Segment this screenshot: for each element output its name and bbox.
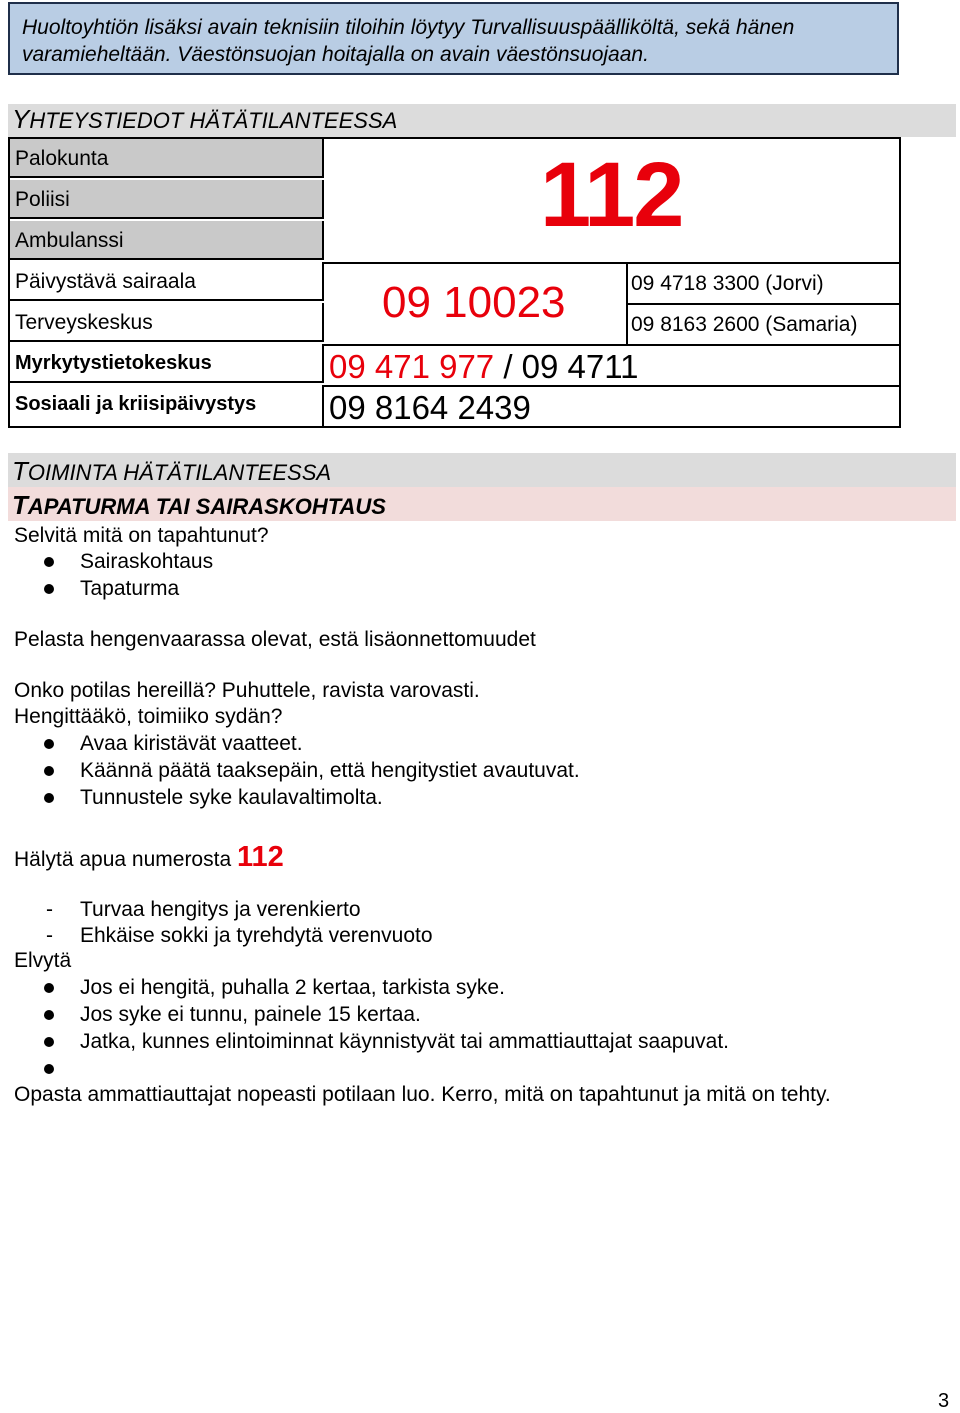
bullet-icon (44, 557, 54, 567)
divider (626, 262, 628, 344)
emergency-number: 112 (540, 144, 683, 246)
heading-text: OIMINTA HÄTÄTILANTEESSA (27, 460, 332, 485)
bullet-icon (44, 739, 54, 749)
divider (324, 262, 901, 264)
breathing-check: Hengittääkö, toimiiko sydän? (14, 705, 283, 728)
heading-text: APATURMA TAI SAIRASKOHTAUS (27, 494, 386, 519)
alarm-instruction (14, 840, 284, 877)
heading-text: HTEYSTIEDOT HÄTÄTILANTEESSA (29, 108, 398, 133)
label-poliisi: Poliisi (10, 180, 324, 219)
hospital-number-samaria: 09 8163 2600 (Samaria) (631, 313, 858, 336)
label-terveyskeskus: Terveyskeskus (10, 303, 324, 342)
health-center-number: 09 10023 (382, 278, 566, 327)
list-item: Ehkäise sokki ja tyrehdytä verenvuoto (80, 924, 433, 947)
revive-heading: Elvytä (14, 949, 72, 972)
label-sosiaali-kriisipaivystys: Sosiaali ja kriisipäivystys (10, 385, 324, 426)
dash-icon: - (46, 898, 53, 921)
list-item: Käännä päätä taaksepäin, että hengitystiet avautuvat. (80, 759, 580, 782)
list-item: Sairaskohtaus (80, 550, 214, 573)
list-item: Avaa kiristävät vaatteet. (80, 732, 303, 755)
bullet-icon (44, 1037, 54, 1047)
list-item: Tunnustele syke kaulavaltimolta. (80, 786, 383, 809)
poison-number-primary: 09 471 977 (329, 348, 495, 385)
list-item: Turvaa hengitys ja verenkierto (80, 898, 361, 921)
bullet-icon (44, 1010, 54, 1020)
bullet-icon (44, 766, 54, 776)
list-item: Tapaturma (80, 577, 180, 600)
rescue-instruction: Pelasta hengenvaarassa olevat, estä lisäonnettomuudet (14, 628, 536, 651)
label-ambulanssi: Ambulanssi (10, 221, 324, 260)
question-what-happened: Selvitä mitä on tapahtunut? (14, 524, 269, 547)
page-number: 3 (938, 1390, 950, 1412)
bullet-icon (44, 793, 54, 803)
consciousness-check: Onko potilas hereillä? Puhuttele, ravista varovasti. (14, 679, 480, 702)
label-palokunta: Palokunta (10, 139, 324, 178)
heading-initial: T (12, 490, 28, 520)
divider (626, 303, 901, 305)
list-item: Jos syke ei tunnu, painele 15 kertaa. (80, 1003, 421, 1026)
accident-heading (8, 487, 956, 521)
bullet-icon (44, 983, 54, 993)
bullet-icon (44, 584, 54, 594)
info-note: Huoltoyhtiön lisäksi avain teknisiin tiloihin löytyy Turvallisuuspäälliköltä, sekä hänen varamieheltään. Väestönsuojan hoitajalla on avain väestönsuojaan. (8, 2, 899, 75)
guide-instruction: Opasta ammattiauttajat nopeasti potilaan luo. Kerro, mitä on tapahtunut ja mitä on tehty. (14, 1083, 831, 1106)
contacts-heading (8, 104, 956, 137)
heading-initial: Y (12, 104, 30, 134)
hospital-number-jorvi: 09 4718 3300 (Jorvi) (631, 272, 824, 295)
dash-icon: - (46, 924, 53, 947)
bullet-icon (44, 1064, 54, 1074)
divider (324, 344, 901, 346)
heading-initial: T (12, 456, 28, 486)
divider (324, 385, 901, 387)
poison-center-number (329, 349, 639, 385)
label-paivystava-sairaala: Päivystävä sairaala (10, 262, 324, 301)
crisis-number: 09 8164 2439 (329, 389, 531, 426)
label-myrkytystietokeskus: Myrkytystietokeskus (10, 344, 324, 383)
poison-number-secondary: / 09 4711 (494, 348, 639, 385)
action-heading (8, 453, 956, 487)
alarm-text: Hälytä apua numerosta (14, 848, 232, 871)
contacts-table (8, 137, 901, 428)
list-item: Jatka, kunnes elintoiminnat käynnistyvät tai ammattiauttajat saapuvat. (80, 1030, 730, 1053)
list-item: Jos ei hengitä, puhalla 2 kertaa, tarkista syke. (80, 976, 505, 999)
alarm-number: 112 (236, 841, 284, 873)
